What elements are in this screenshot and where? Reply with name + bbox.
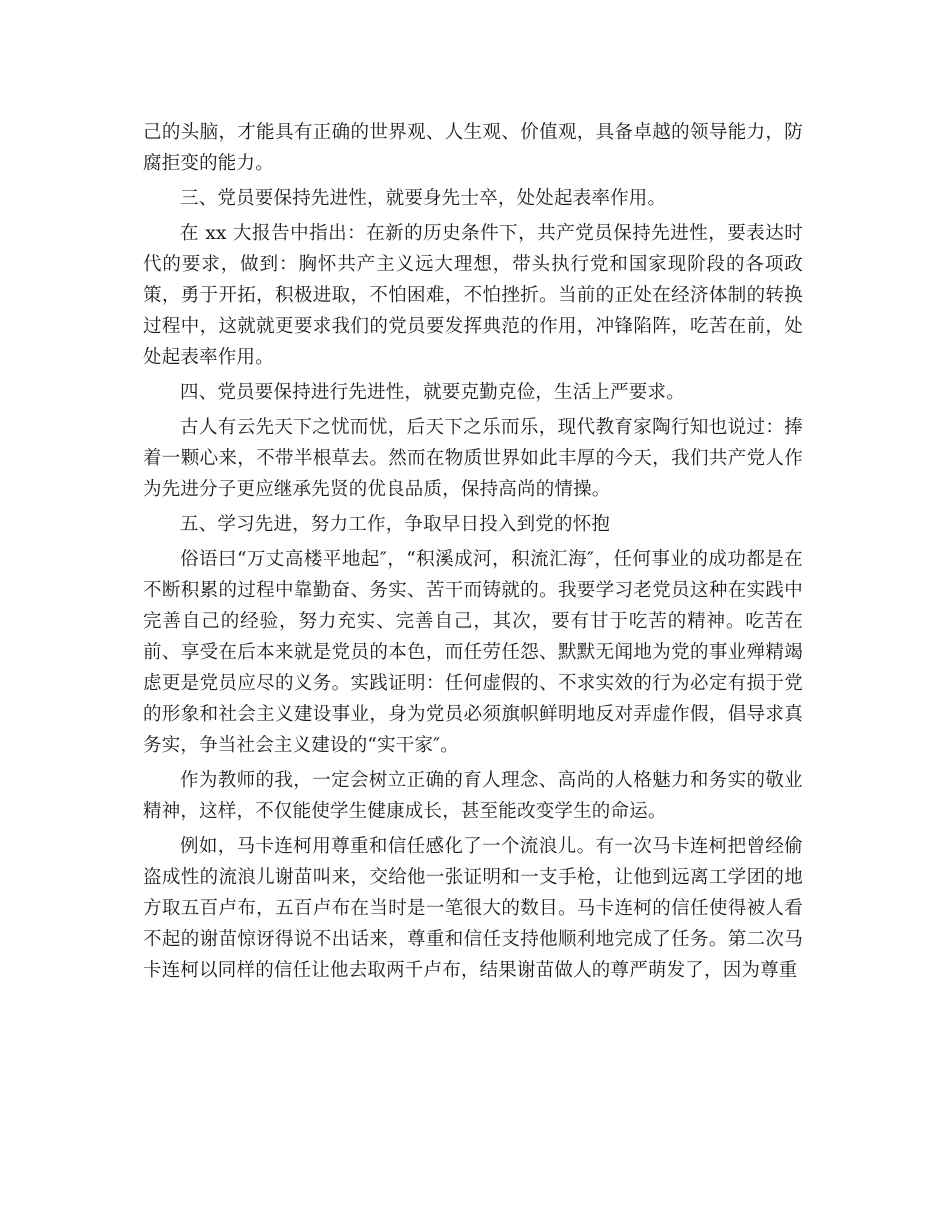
document-body — [143, 117, 803, 990]
paragraph-teacher: 作为教师的我，一定会树立正确的育人理念、高尚的人格魅力和务实的敬业精神，这样，不仅能使学生健康成长，甚至能改变学生的命运。 — [143, 770, 803, 822]
paragraph-heading-four: 四、党员要保持进行先进性，就要克勤克俭，生活上严要求。 — [180, 382, 685, 403]
paragraph-makarenko-example: 例如，马卡连柯用尊重和信任感化了一个流浪儿。有一次马卡连柯把曾经偷盗成性的流浪儿谢苗叫来，交给他一张证明和一支手枪，让他到远离工学团的地方取五百卢布，五百卢布在当时是一笔很大的数目。马卡连柯的信任使得被人看不起的谢苗惊讶得说不出话来，尊重和信任支持他顺利地完成了任务。第二次马卡连柯以同样的信任让他去取两千卢布，结果谢苗做人的尊严萌发了，因为尊重 — [143, 836, 803, 981]
paragraph-heading-five: 五、学习先进，努力工作，争取早日投入到党的怀抱 — [180, 514, 611, 535]
paragraph-report-quote: 在 xx 大报告中指出：在新的历史条件下，共产党员保持先进性，要表达时代的要求，做到：胸怀共产主义远大理想，带头执行党和国家现阶段的各项政策，勇于开拓，积极进取，不怕困难，不怕挫折。当前的正处在经济体制的转换过程中，这就就更要求我们的党员要发挥典范的作用，冲锋陷阵，吃苦在前，处处起表率作用。 — [143, 223, 803, 368]
paragraph-ancient-saying: 古人有云先天下之忧而忧，后天下之乐而乐，现代教育家陶行知也说过：捧着一颗心来，不带半根草去。然而在物质世界如此丰厚的今天，我们共产党人作为先进分子更应继承先贤的优良品质，保持高尚的情操。 — [143, 417, 803, 500]
paragraph-heading-three: 三、党员要保持先进性，就要身先士卒，处处起表率作用。 — [180, 188, 667, 209]
paragraph-proverb: 俗语曰“万丈高楼平地起″，“积溪成河，积流汇海″，任何事业的成功都是在不断积累的过程中靠勤奋、务实、苦干而铸就的。我要学习老党员这种在实践中完善自己的经验，努力充实、完善自己，其次，要有甘于吃苦的精神。吃苦在前、享受在后本来就是党员的本色，而任劳任怨、默默无闻地为党的事业殚精竭虑更是党员应尽的义务。实践证明：任何虚假的、不求实效的行为必定有损于党的形象和社会主义建设事业，身为党员必须旗帜鲜明地反对弄虚作假，倡导求真务实，争当社会主义建设的“实干家″。 — [143, 549, 803, 756]
paragraph-continuation: 己的头脑，才能具有正确的世界观、人生观、价值观，具备卓越的领导能力，防腐拒变的能力。 — [143, 122, 803, 174]
